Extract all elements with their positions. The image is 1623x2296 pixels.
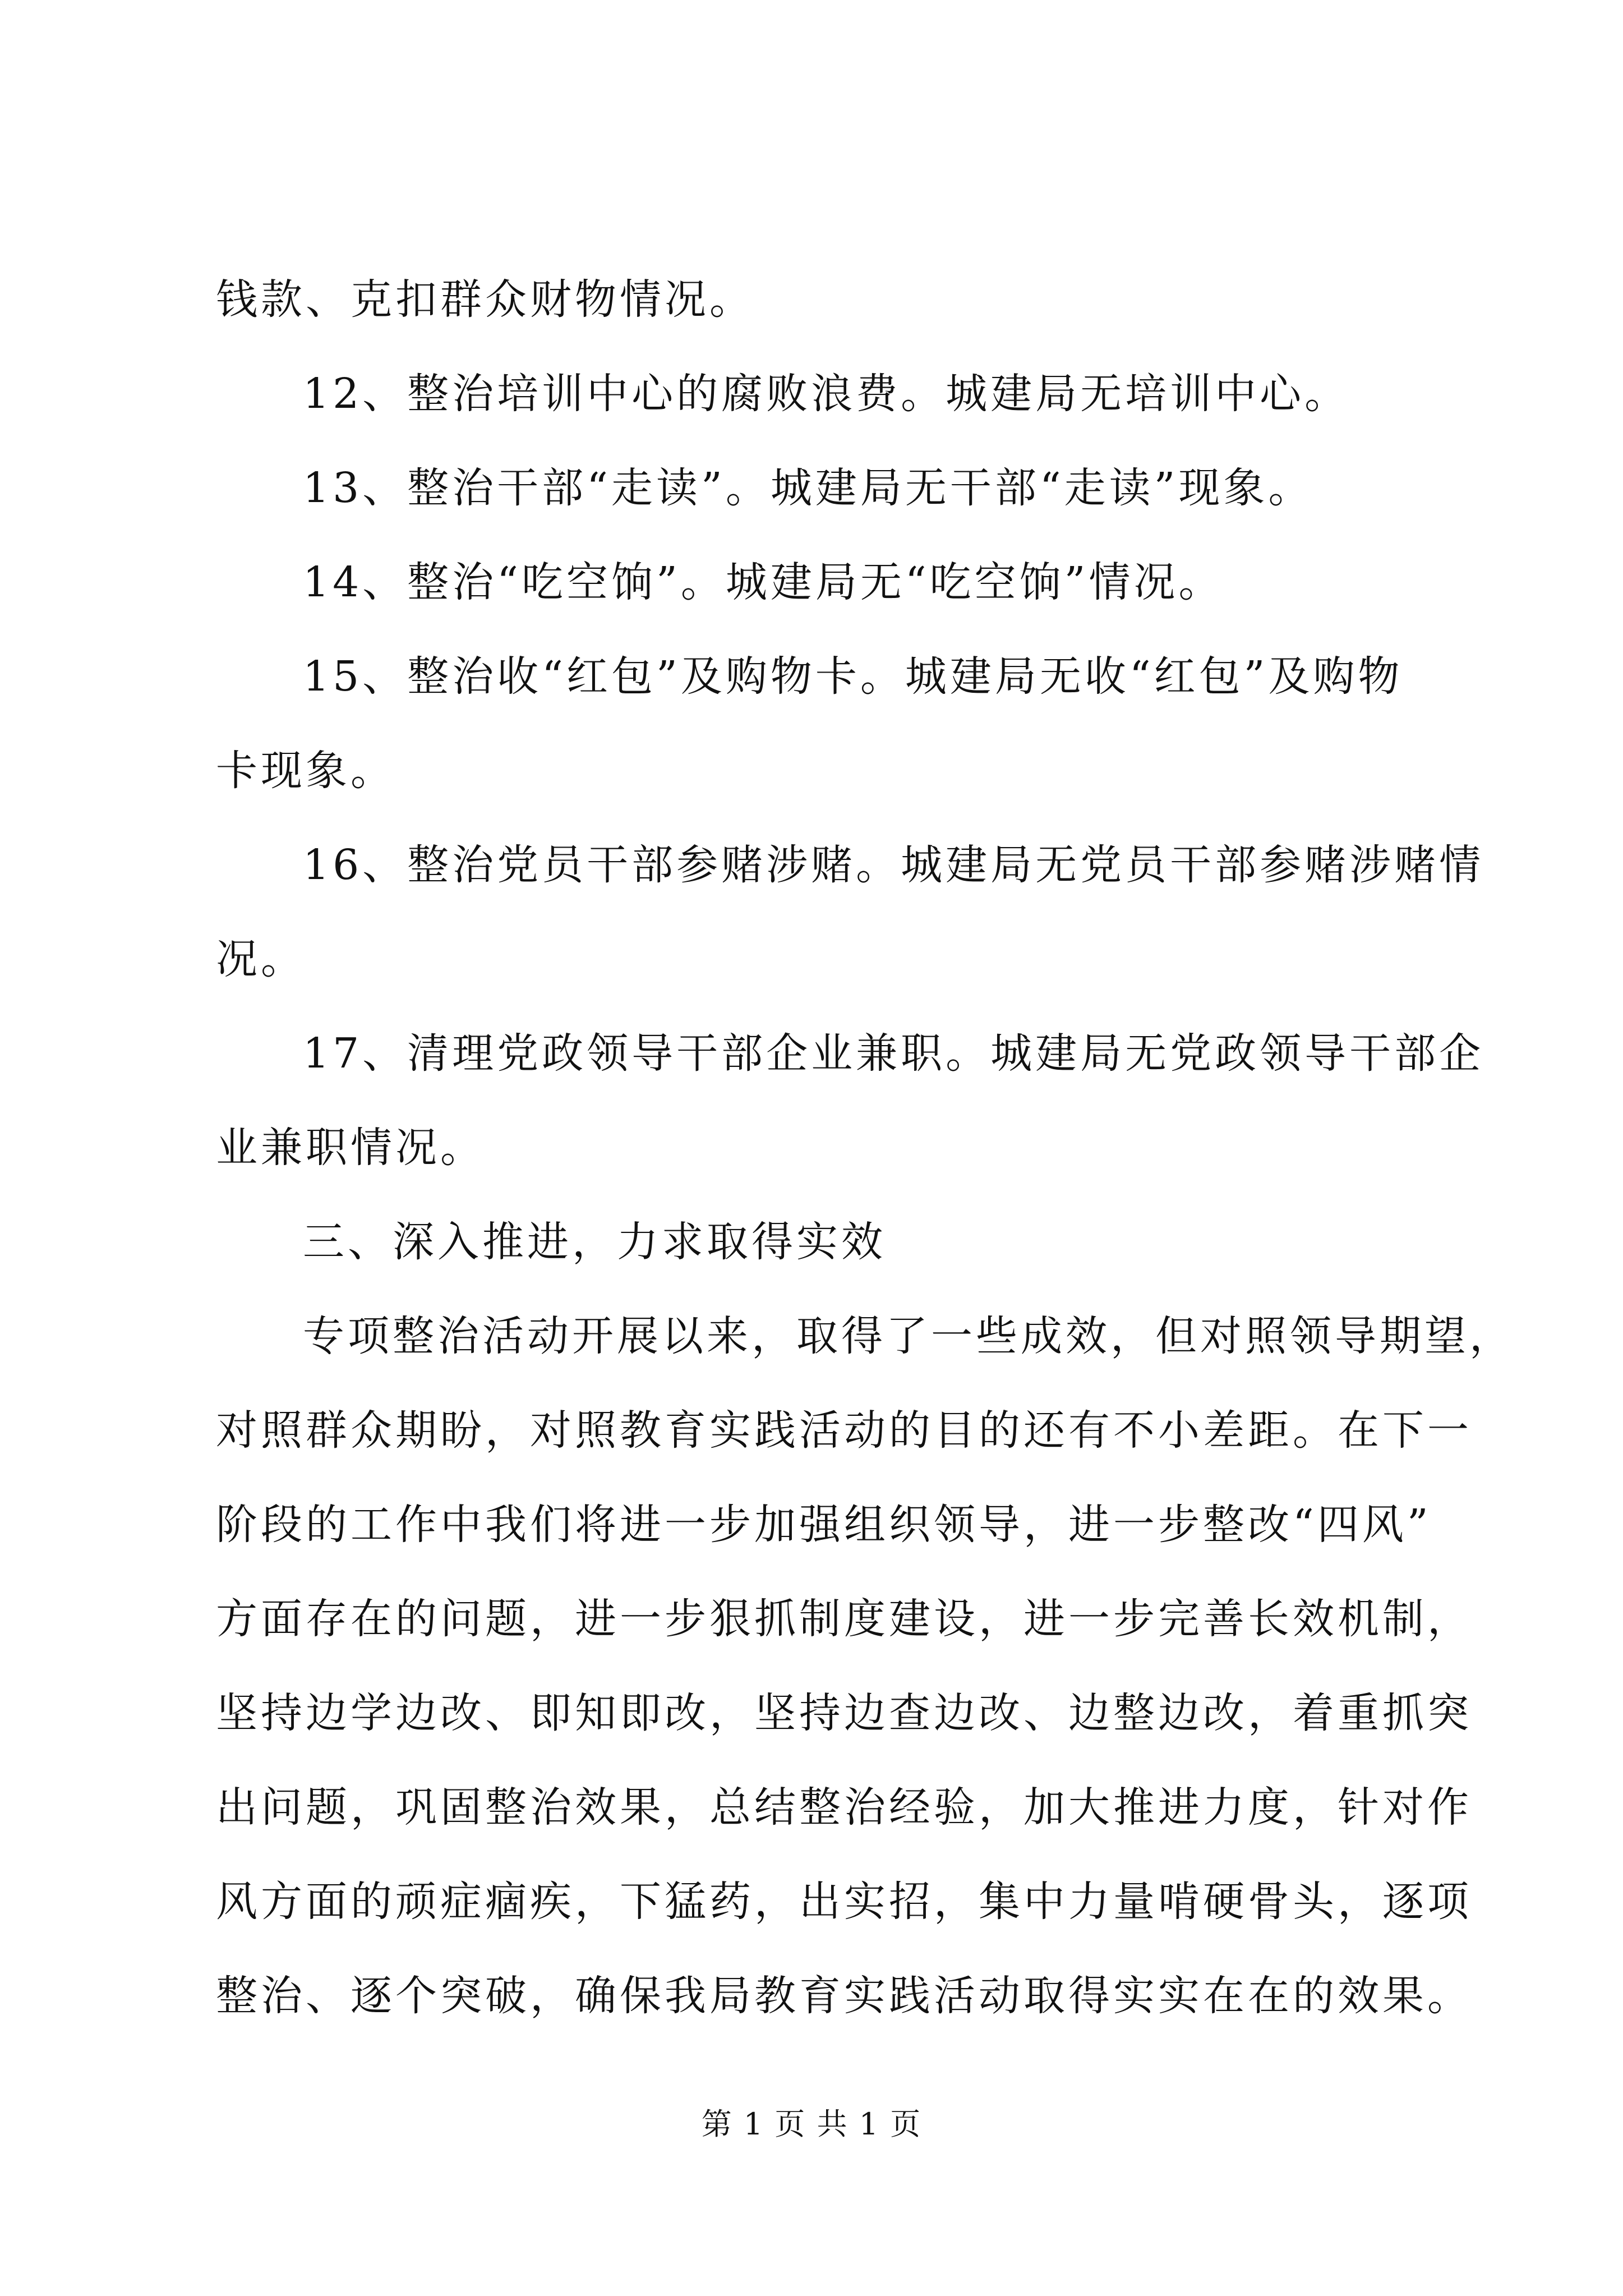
list-item-15: 15、整治收“红包”及购物卡。城建局无收“红包”及购物 [303, 652, 1403, 701]
paragraph-line: 对照群众期盼，对照教育实践活动的目的还有不小差距。在下一 [216, 1406, 1472, 1455]
paragraph-line: 方面存在的问题，进一步狠抓制度建设，进一步完善长效机制， [216, 1595, 1472, 1643]
list-item-16: 16、整治党员干部参赌涉赌。城建局无党员干部参赌涉赌情 [303, 841, 1484, 889]
paragraph-line: 坚持边学边改、即知即改，坚持边查边改、边整边改，着重抓突 [216, 1689, 1472, 1737]
section-heading: 三、深入推进，力求取得实效 [303, 1218, 886, 1266]
list-item-14: 14、整治“吃空饷”。城建局无“吃空饷”情况。 [303, 558, 1224, 606]
paragraph-line: 风方面的顽症痼疾，下猛药，出实招，集中力量啃硬骨头，逐项 [216, 1878, 1472, 1926]
page-number-footer: 第 1 页 共 1 页 [701, 2106, 922, 2142]
paragraph-line: 专项整治活动开展以来，取得了一些成效，但对照领导期望， [303, 1312, 1514, 1360]
document-body [216, 252, 1514, 2043]
text-line: 况。 [216, 935, 306, 983]
text-line: 钱款、克扣群众财物情况。 [216, 275, 754, 324]
paragraph-line: 整治、逐个突破，确保我局教育实践活动取得实实在在的效果。 [216, 1972, 1472, 2020]
list-item-12: 12、整治培训中心的腐败浪费。城建局无培训中心。 [303, 370, 1350, 418]
text-line: 卡现象。 [216, 747, 395, 795]
list-item-17: 17、清理党政领导干部企业兼职。城建局无党政领导干部企 [303, 1029, 1484, 1078]
text-line: 业兼职情况。 [216, 1124, 485, 1172]
list-item-13: 13、整治干部“走读”。城建局无干部“走读”现象。 [303, 464, 1313, 512]
paragraph-line: 阶段的工作中我们将进一步加强组织领导，进一步整改“四风” [216, 1501, 1432, 1549]
paragraph-line: 出问题，巩固整治效果，总结整治经验，加大推进力度，针对作 [216, 1783, 1472, 1832]
